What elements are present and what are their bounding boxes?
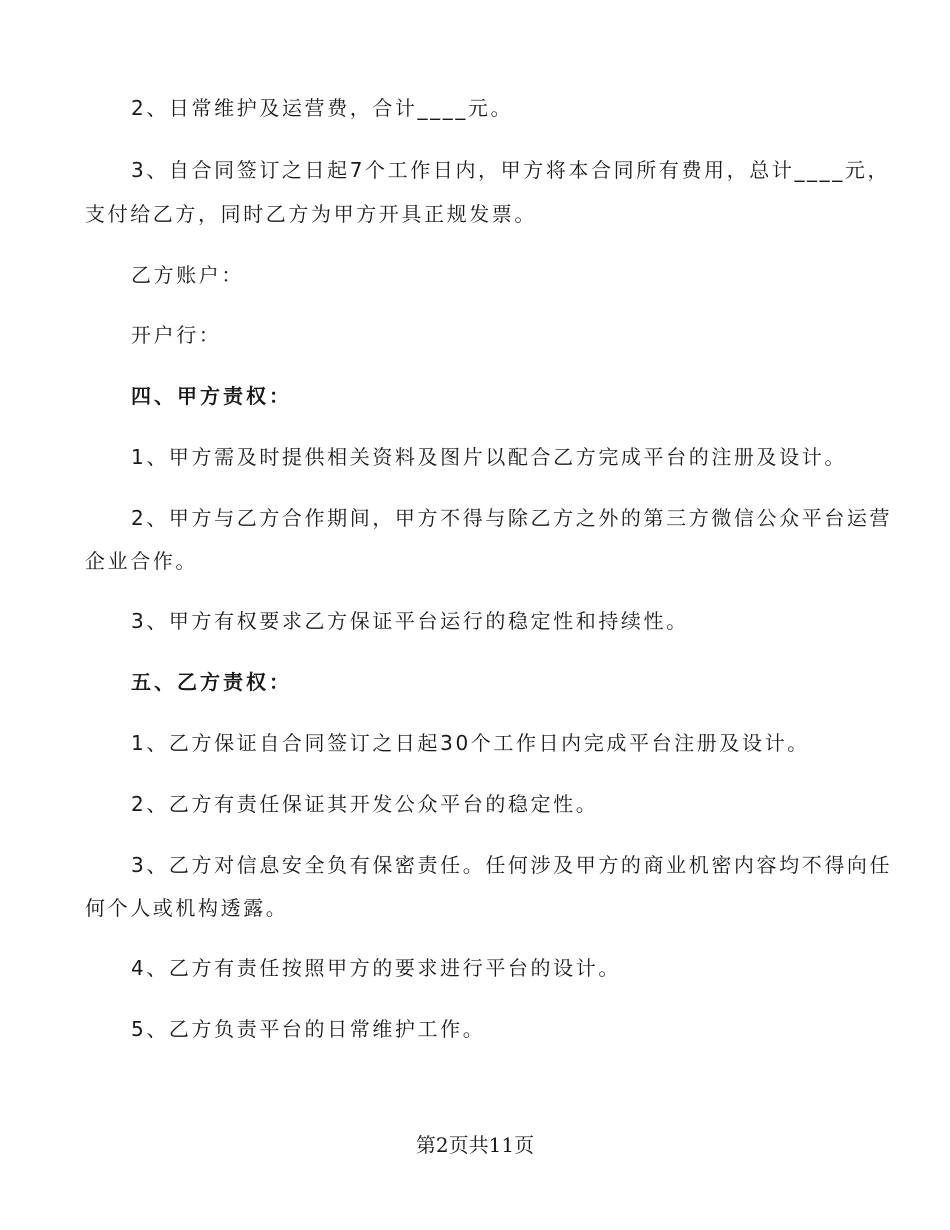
party-b-clause-1: 1、乙方保证自合同签订之日起30个工作日内完成平台注册及设计。 — [131, 731, 810, 755]
party-b-clause-4: 4、乙方有责任按照甲方的要求进行平台的设计。 — [131, 956, 621, 980]
clause-payment-terms: 3、自合同签订之日起7个工作日内，甲方将本合同所有费用，总计____元， — [131, 158, 891, 182]
party-a-clause-2: 2、甲方与乙方合作期间，甲方不得与除乙方之外的第三方微信公众平台运营 — [131, 506, 893, 530]
bank-label: 开户行： — [131, 323, 222, 347]
party-b-account-label: 乙方账户： — [131, 263, 244, 287]
party-a-clause-2-cont: 企业合作。 — [85, 549, 198, 573]
party-a-clause-1: 1、甲方需及时提供相关资料及图片以配合乙方完成平台的注册及设计。 — [131, 445, 847, 469]
clause-payment-terms-cont: 支付给乙方，同时乙方为甲方开具正规发票。 — [85, 202, 537, 226]
section-heading-party-a: 四、甲方责权： — [131, 384, 292, 408]
party-b-clause-3: 3、乙方对信息安全负有保密责任。任何涉及甲方的商业机密内容均不得向任 — [131, 853, 893, 877]
party-b-clause-5: 5、乙方负责平台的日常维护工作。 — [131, 1017, 486, 1041]
party-a-clause-3: 3、甲方有权要求乙方保证平台运行的稳定性和持续性。 — [131, 609, 689, 633]
party-b-clause-3-cont: 何个人或机构透露。 — [85, 896, 289, 920]
page-number-footer: 第2页共11页 — [415, 1133, 535, 1157]
section-heading-party-b: 五、乙方责权： — [131, 670, 292, 694]
clause-maintenance-fee: 2、日常维护及运营费，合计____元。 — [131, 96, 514, 120]
party-b-clause-2: 2、乙方有责任保证其开发公众平台的稳定性。 — [131, 792, 599, 816]
